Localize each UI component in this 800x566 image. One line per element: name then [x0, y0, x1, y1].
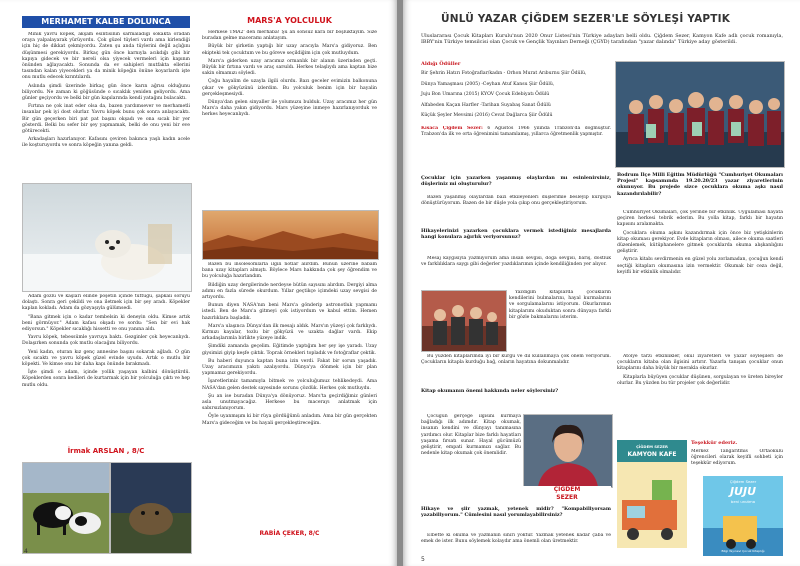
mars-body-text: Herkese TMA2' den merhaba! Şu an sonsuz kara bir boşluktayım. Size buradan gelme maceramı anlatayım. Büyük bir şirketin yaptığı bir uzay aracıyla Mars'a gidiyoruz. Ben ekipteki tek çocuktum ve bu göreve seçildiğim için çok mutluydum. Mars'a giderken uzay aracımız ormanlık bir alanın üzerinden geçti. Büyük bir fırtına vardı ve araç sarsıldı. Herkes telaşlıydı ama kaptan bize sakin olmamızı söyledi. Çoğu hayalim de uzayla ilgili olurdu. Bazı geceler evimizin balkonuna çıkar ve gökyüzünü izlerdim. Bu yolculuk benim için bir hayalin gerçekleşmesiydi. Dünya'dan gelen sinyaller ile yolumuzu bulduk. Uzay aracımız her gün Mars'a daha yakın gidiyordu. Mars yüzeyine inmeye hazırlanıyorduk ve herkes heyecanlıydı. — [202, 30, 377, 118]
photo-students-group — [615, 61, 785, 168]
portrait-caption-last: SEZER — [556, 494, 578, 501]
book2-title: JUJU — [729, 485, 757, 498]
article-author-rabia: RABİA ÇEKER, 8/C — [259, 530, 320, 537]
page-number-right: 5 — [421, 556, 425, 563]
book-cover-juju — [703, 476, 783, 556]
award-item: Dünya Yamaşması (2005) -Ceyhan Atuf Kansu Şiir Ödülü, — [421, 81, 555, 87]
article-author-irmak: İrmak ARSLAN , 8/C — [67, 447, 145, 455]
question-2: Hikayelerinizi yazarken çocuklara vermek istediğiniz mesajlarda hangi konulara ağırlık veriyorsunuz? — [421, 228, 611, 241]
answer-4: Çocuğun gerçeğe ilgisini kurmaya bağladığı ilk adımdır. Kitap okumak, insanın kendini ve dünyayı tanımasına yardımcı olur. Kitaplar bize farklı hayatları yaşama fırsatı sunar. Hayal gücümüzü geliştirir, empati kurmamızı sağlar. Bu nedenle kitap okumak çok önemlidir. — [421, 414, 521, 457]
portrait-caption — [523, 486, 611, 502]
book-cover-kamyon-kafe — [617, 440, 687, 548]
answer-3-continued: Atölye tarzı etkinlikler, okul ziyaretleri ve yazar söyleşileri de çocukların kitaba olan ilgisini artırır. Yazarla tanışan çocuklar onun kitaplarını daha büyük bir merakla okurlar. Kitaplarla büyüyen çocuklar düşünen, sorgulayan ve üreten bireyler olurlar. Bu yüzden bu tür projeler çok değerlidir. — [617, 354, 783, 386]
article-body-text: Minik yavru köpek, akşam esintisinin sarmaladığı sokakta oradan oraya yalpalayarak yürüyordu. Çok güzel tüyleri vardı ama kirlendiği için hiç de dikkat çekmiyordu. Zaten şu anda tüylerini değil açlığını düşünmesi gerekiyordu. Birkaç gün önce karnıyla acıkdığı gibi bir kapıya gidecek ve bir nereli olsa yiyecek vermeleri için kapının önünden ağlayacaktı. Sonunda da ev sahipleri mutfakta ellerini tasından kalan yiyecekleri ya da minik köpeğin önüne koyarlardı işte onu mutlu edecek kırıntılardı. Aslında şimdi üzerinde birkaç gün önce karın ağrısı olduğunu biliyordu. Ne zaman ki göğüsünde o sıcaklık yeniden geliyordu. Ama günler geçiyordu ve belki bir gün kapılarında kendi yatağını bulacaktı. Fırtına ne çok inat eder olsa da, bazen yardımsever ve merhametli insanlar pek iyi dost olurlar. Yavru köpek bunu çok sonra anlayacaktı. Bir gün geçerken biri pat pat başını okşadı ve ona sıcak bir yer gösterdi. Belki bu sefer bir şey yapmamak, belki de onu yeni bir eve götürecekti. Arkadaşları hazırlanıyor. Kafasını çeviren bakınca yaşlı kadın acele ile koşturuyordu ve sonra köpeğin yanına geldi. — [22, 32, 190, 149]
article-title-merhamet: MERHAMET KALBE DOLUNCA — [22, 16, 190, 28]
answer-2-continued: Yazdığım kitaplarda çocukların kendilerini bulmalarını, hayal kurmalarını ve sorgulamalarını istiyorum. Okurlarımın kitaplarımı okuduktan sonra dünyaya farklı bir gözle bakmalarını isterim. — [509, 290, 611, 320]
award-item: Alfabeden Kaçan Harfler -Tarihan Suyabaş Sanat Ödülü — [421, 102, 551, 108]
article-title-mars: MARS'A YOLCULUK — [247, 16, 332, 25]
article-body-text-2: Adam gözlü ve kaşları elinde poşetin içinde tuttuğu, şapkalı soruyu dolaştı. Sonra geri çekildi ve ona iletmek için bir şey aradı. Köpekler kaplan kokladı. Adam da gözyaşıyla gülümsedi. "Bana gitmek için o kadar tembelsin ki deneyin oldu. Kimse artık beni görmüyor." Adam kafası okşadı ve sordu: "Sen bir evi hak ediyorsun." Köpekler sıcaklığı hissetti ve onu yanına aldı. Yavru köpek, tebessümle yavruya baktı. Gezginler çok heyecanlıydı. Dolaşırken sonunda çok mutlu olacağını biliyordu. Yeni kadın, oturan kız genç annesine başını sokarak ağladı. O gün çok sıcaktı ve yavru köpek güzel evinde uyudu. Artık o mutlu bir köpekti. Ve kimse onu bir daha kapı önünde bırakmadı. İşte şimdi o adam, içinde yollik yaşayan kalbini dönüştürdü. Köpeklerden sonra kedileri de kurtarmak için bir yolculuğa çıktı ve hep mutlu oldu. — [22, 294, 190, 388]
answer-2: Mesaj kaygısıyla yazmıyorum ama insan sevgisi, doğa sevgisi, barış, dostluk ve farklılıklara saygı gibi değerler yazdıklarımın içinde kendiliğinden yer alıyor. — [421, 256, 611, 268]
closing-heading: Teşekkür ederiz. — [691, 440, 738, 446]
bio-heading: Kısaca Çiğdem Sezer: — [421, 126, 483, 131]
left-page — [0, 0, 397, 566]
book2-author: Çiğdem Sezer — [729, 479, 757, 484]
answer-5: Elbette ki okuma ve yazmanın sınırı yoktur. Yazmak yetenek kadar çaba ve emek de ister. Bunu söylemek kolaydır ama önemli olan üretmektir. — [421, 533, 611, 545]
answer-2-end: Bu yüzden kitaplarımda iyi bir kurgu ve dil kullanmaya çok önem veriyorum. Çocukların kitapla kurduğu bağ, onların hayatına dokunmalıdır. — [421, 354, 611, 366]
question-1: Çocuklar için yazarken yaşanmış olaylardan mı esinlenirsiniz, düşleriniz mi oluşturulur? — [421, 175, 611, 188]
bio-text: Kısaca Çiğdem Sezer: 6 Ağustos 1966 yılında Trabzon'da doğmuştur. Trabzon'da ilk ve orta öğrenimini tamamlamış, yıllarca öğretmenlik yapmıştır. — [421, 126, 611, 138]
book2-subtitle: beni unutma — [730, 499, 756, 504]
photo-author-with-students — [421, 290, 507, 352]
award-item: Küçük Şeyler Mevsimi (2016) Cevat Dağlarca Şiir Ödülü — [421, 113, 553, 118]
book1-title: KAMYON KAFE — [627, 451, 677, 458]
right-page — [403, 0, 800, 566]
award-item: Bir Şehrin Hatırı Fotoğraflar/kadın - Orhon Murat Arıburnu Şiir Ödülü, — [421, 71, 587, 76]
answer-3: Cumhuriyet Okumaları, çok yerinde bir etkinlik. Uygulaması hayata geçiren herkesi tebrik ederim. Bu yolla kitap, farklı bir hayatın kapısını aralamakta. Çocuklara okuma aşkını kazandırmak için önce biz yetişkinlerin kitap okuması gerekiyor. Evde kitapların olması, ailece okuma saatleri düzenlemek, kütüphanelere gitmek çocuklarda okuma alışkanlığını geliştirir. Ayrıca kitabı sevdirmenin en güzel yolu zorlamadan, çocuğun kendi seçtiği kitapları okumasına izin vermektir. Okumak bir ceza değil, keyifli bir etkinlik olmalıdır. — [617, 210, 783, 275]
photo-dog-sunset — [110, 462, 192, 554]
interview-title: ÜNLÜ YAZAR ÇİĞDEM SEZER'LE SÖYLEŞİ YAPTIK — [441, 13, 731, 25]
book2-publisher: Bilgi Yayınevi Çocuk Kitaplığı — [721, 549, 765, 553]
question-3: Bodrum İlçe Milli Eğitim Müdürlüğü "Cumhuriyet Okumaları Projesi" kapsamında 19.20.20/23 yazar ziyaretlerinin okunuyor. Bu projede sizce çocuklara okuma aşkı nasıl kazandırılabilir? — [617, 172, 783, 197]
question-5: Hikaye ve şiir yazmak, yetenek midir? "Kompabiliyorsam yazabiliyorum." Cümlesini nasıl yorumlayabilirsiniz? — [421, 506, 611, 519]
photo-cows — [22, 462, 110, 554]
award-item: Juju Bon Umarına (2015) KYOV Çocuk Edebiyatı Ödülü — [421, 92, 550, 97]
awards-heading: Aldığı Ödüller — [421, 61, 461, 67]
question-4: Kitap okumanın önemi hakkında neler söylersiniz? — [421, 388, 559, 394]
page-number-left: 4 — [24, 548, 28, 555]
book1-author: ÇİĞDEM SEZER — [636, 444, 668, 449]
closing-text: Merkez Tangaritmis Ortaokulu öğrencileri olarak keyifli sohbeti için teşekkür ediyorum. — [691, 449, 783, 467]
mars-body-text-2: Bazen bu insolesomlarla ilgili notlar alırdım. Bunun üzerine babam bana uzay kitapları almıştı. Böylece Mars hakkında çok şey öğrendim ve bu yolculuğa hazırlandım. Bildiğin uzay dergilerinde nerdeyse bütün sayısını alırdım. Dergiyi alma adımı en fazla sürede okurdum. Yıllar geçtikçe içimdeki uzay sevgisi de artıyordu. Bunun diyen NASA'nın beni Mars'a gönderip astronotluk yapmamı istedi. Ben de Mars'a gitmeyi çok istiyordum ve kabul ettim. Hemen hazırlıklara başladık. Mars'a ulaşınca Dünya'dan ilk mesajı aldık. Mars'ın yüzeyi çok farklıydı. Kırmızı kayalar, tozlu bir gökyüzü ve uzakta dağlar vardı. Ekip arkadaşlarımla birlikte yüzeye indik. Şimdiki zamanda geçelim. Eğitimde yaptığım her şey işe yaradı. Uzay giysimizi giyip keşfe çıktık. Toprak örnekleri topladık ve fotoğraflar çektik. Bu haberi duyunca kaptan buna izin verdi. Fakat bir sorun yaşadık. Uzay aracımızın yakıtı azalıyordu. Dünya'ya dönmek için bir plan yapmamız gerekiyordu. İşaretlerimiz tamamıyla bitmek ve yolculuğumuz tehlikedeydi. Ama NASA'dan gelen destek sayesinde sorunu çözdük. Herkes çok mutluydu. Şu an ise buradan Dünya'ya dönüyoruz. Mars'ta geçirdiğimiz günleri asla unutmayacağız. Herkese bu macerayı anlatmak için sabırsızlanıyorum. Öyle uyanmışım ki bir rüya gördüğümü anladım. Ama bir gün gerçekten Mars'a gideceğim ve bu hayali gerçekleştireceğim. — [202, 262, 377, 426]
interview-intro: Uluslararası Çocuk Kitapları Kurulu'nun 2020 Onur Listesi'nin Türkiye adayları belli oldu. Çiğdem Sezer, Kamyon Kafe adlı çocuk romanıyla, IBBY'nin Türkiye temsilcisi olan Çocuk ve Gençlik Yayınları Derneği (ÇGYD) tarafından "yazar dalında" Türkiye aday gösterildi. — [421, 33, 783, 46]
portrait-caption-first: ÇİĞDEM — [553, 486, 581, 493]
answer-1: Bazen yaşanmış olaylardan bazı etkileyenleri düşlerimle besleyip kurguya dönüştürüyorum. Bazen de bir düşle yola çıkıp onu gerçekleştiriyorum. — [421, 195, 611, 207]
photo-mars-landscape — [202, 210, 379, 260]
photo-dog-in-snow — [22, 183, 192, 292]
awards-list — [421, 69, 611, 122]
photo-author-portrait — [523, 414, 613, 488]
